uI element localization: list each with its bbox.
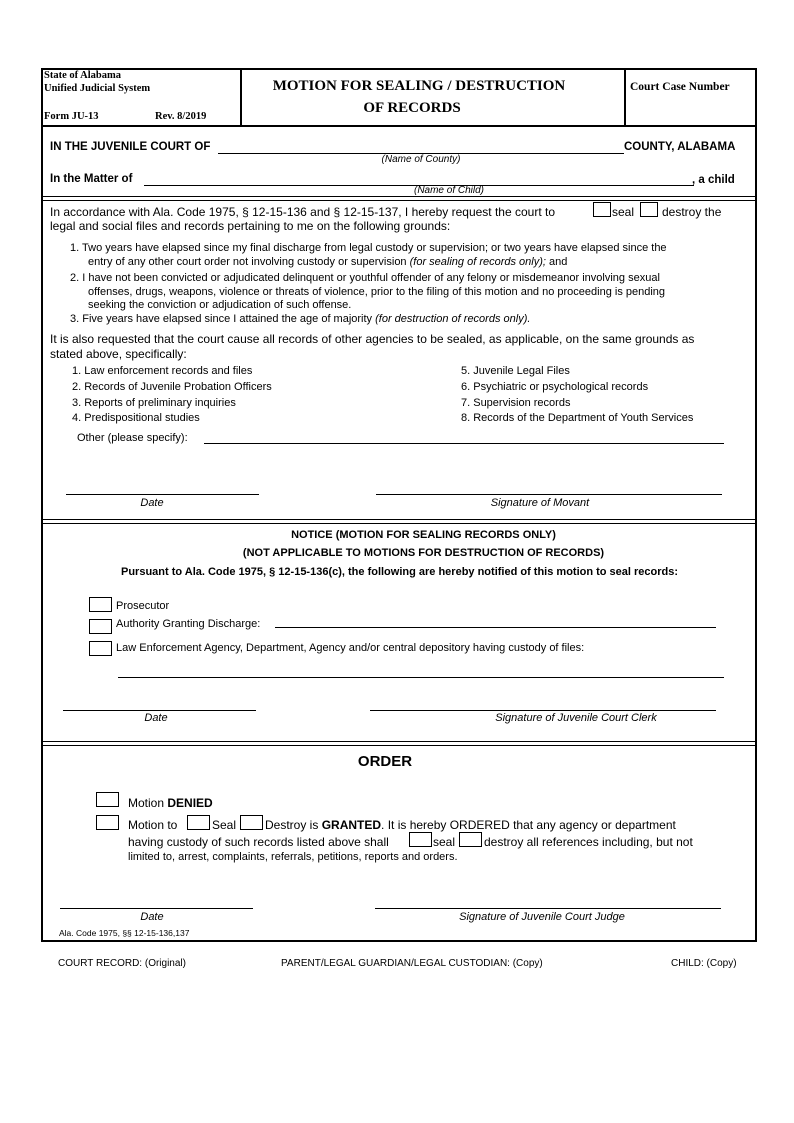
order-line3: limited to, arrest, complaints, referrals, petitions, reports and orders. [128,851,458,863]
agency-item-2: 2. Records of Juvenile Probation Officers [72,381,272,393]
denied-label [128,796,213,810]
law-enforcement-checkbox[interactable] [89,641,112,656]
section-rule-3 [41,741,757,746]
header-bottom-rule [41,125,757,127]
form-number: Form JU-13 [44,111,99,122]
authority-checkbox[interactable] [89,619,112,634]
law-enforcement-label: Law Enforcement Agency, Department, Agency and/or central depository having custody of files: [116,642,585,654]
notice-subtitle: (NOT APPLICABLE TO MOTIONS FOR DESTRUCTION OF RECORDS) [242,547,605,559]
judge-signature-caption: Signature of Juvenile Court Judge [459,911,625,923]
denied-checkbox[interactable] [96,792,119,807]
motion-intro [50,205,555,219]
judge-date-field[interactable] [60,908,253,909]
child-suffix: , a child [692,174,735,186]
movant-signature-caption: Signature of Movant [490,497,590,509]
case-number-label: Court Case Number [630,81,730,93]
shall-seal-label: seal [433,835,456,849]
ground-1-line1: 1. Two years have elapsed since my final discharge from legal custody or supervision; or two years have elapsed since the [70,242,667,254]
system-label: Unified Judicial System [44,83,151,94]
agency-item-3: 3. Reports of preliminary inquiries [72,397,236,409]
movant-date-field[interactable] [66,494,259,495]
order-seal-checkbox[interactable] [187,815,210,830]
also-requested-line2: stated above, specifically: [50,347,187,361]
clerk-signature-field[interactable] [370,710,716,711]
motion-intro-text: In accordance with Ala. Code 1975, § 12-15-136 and § 12-15-137, I hereby request the court to [50,205,556,219]
ground-1-text: entry of any other court order not involving custody or supervision [88,256,407,268]
prosecutor-checkbox[interactable] [89,597,112,612]
destroy-checkbox-label: destroy the [662,205,722,219]
movant-date-caption: Date [140,497,164,509]
destroy-checkbox[interactable] [640,202,658,217]
denied-word: DENIED [167,796,213,810]
clerk-date-field[interactable] [63,710,256,711]
order-destroy-checkbox[interactable] [240,815,263,830]
state-label: State of Alabama [44,70,121,81]
order-seal-label: Seal [212,818,237,832]
header-divider-left [240,68,242,126]
revision-date: Rev. 8/2019 [155,111,207,122]
clerk-signature-caption: Signature of Juvenile Court Clerk [495,712,657,724]
order-title: ORDER [357,753,413,770]
agency-item-8: 8. Records of the Department of Youth Services [461,412,694,424]
judge-date-caption: Date [140,911,164,923]
matter-label: In the Matter of [50,173,133,185]
other-specify-field[interactable] [204,443,724,444]
agency-item-6: 6. Psychiatric or psychological records [461,381,649,393]
ground-1-and: and [549,256,568,268]
footer-child-copy: CHILD: (Copy) [671,958,737,969]
judge-signature-field[interactable] [375,908,721,909]
child-caption: (Name of Child) [413,185,485,196]
notice-title: NOTICE (MOTION FOR SEALING RECORDS ONLY) [291,529,556,541]
clerk-date-caption: Date [144,712,168,724]
seal-checkbox-label: seal [612,205,635,219]
prosecutor-label: Prosecutor [116,600,170,612]
footer-court-record: COURT RECORD: (Original) [58,958,186,969]
also-requested-line1: It is also requested that the court cause all records of other agencies to be sealed, as applicable, on the same grounds as [50,332,695,346]
granted-checkbox[interactable] [96,815,119,830]
ground-2-line2: offenses, drugs, weapons, violence or threats of violence, prior to the filing of this motion and no proceeding is pending [88,286,666,298]
destroy-is: Destroy is [265,818,319,832]
ground-1-line2 [88,256,567,268]
granted-word: GRANTED [321,818,382,832]
ground-2-line1: 2. I have not been convicted or adjudicated delinquent or youthful offender of any felony or misdemeanor involving sexual [70,272,660,284]
agency-item-1: 1. Law enforcement records and files [72,365,253,377]
shall-destroy-checkbox[interactable] [459,832,482,847]
denied-prefix: Motion [128,796,165,810]
movant-signature-field[interactable] [376,494,722,495]
form-title-line2: OF RECORDS [363,100,461,116]
juvenile-court-label: IN THE JUVENILE COURT OF [50,141,211,153]
law-enforcement-field[interactable] [118,677,724,678]
agency-item-7: 7. Supervision records [461,397,571,409]
motion-intro-line2: legal and social files and records pertaining to me on the following grounds: [50,219,451,233]
order-line2-text: having custody of such records listed above shall [128,835,389,849]
section-rule-2 [41,519,757,524]
header-divider-right [624,68,626,126]
ground-2-line3: seeking the conviction or adjudication of such offense. [88,299,352,311]
seal-checkbox[interactable] [593,202,611,217]
agency-item-5: 5. Juvenile Legal Files [461,365,570,377]
other-specify-label: Other (please specify): [77,432,188,444]
agency-item-4: 4. Predispositional studies [72,412,200,424]
section-rule-1 [41,196,757,201]
code-citation: Ala. Code 1975, §§ 12-15-136,137 [59,928,190,938]
order-granted-text [265,818,676,832]
footer-guardian-copy: PARENT/LEGAL GUARDIAN/LEGAL CUSTODIAN: (Copy) [281,958,543,969]
ground-3-text: 3. Five years have elapsed since I attained the age of majority [70,313,373,325]
shall-destroy-label: destroy all references including, but not [484,835,693,849]
authority-field[interactable] [275,627,716,628]
ground-1-note: (for sealing of records only); [409,256,546,268]
form-title-line1: MOTION FOR SEALING / DESTRUCTION [272,78,566,94]
ground-3 [70,313,530,325]
shall-seal-checkbox[interactable] [409,832,432,847]
notice-pursuant: Pursuant to Ala. Code 1975, § 12-15-136(c), the following are hereby notified of this motion to seal records: [121,566,679,578]
granted-motion-to: Motion to [128,818,178,832]
authority-label: Authority Granting Discharge: [116,618,261,630]
county-caption: (Name of County) [381,154,461,165]
granted-rest: . It is hereby ORDERED that any agency or department [381,818,676,832]
county-suffix: COUNTY, ALABAMA [624,141,736,153]
ground-3-note: (for destruction of records only). [375,313,531,325]
